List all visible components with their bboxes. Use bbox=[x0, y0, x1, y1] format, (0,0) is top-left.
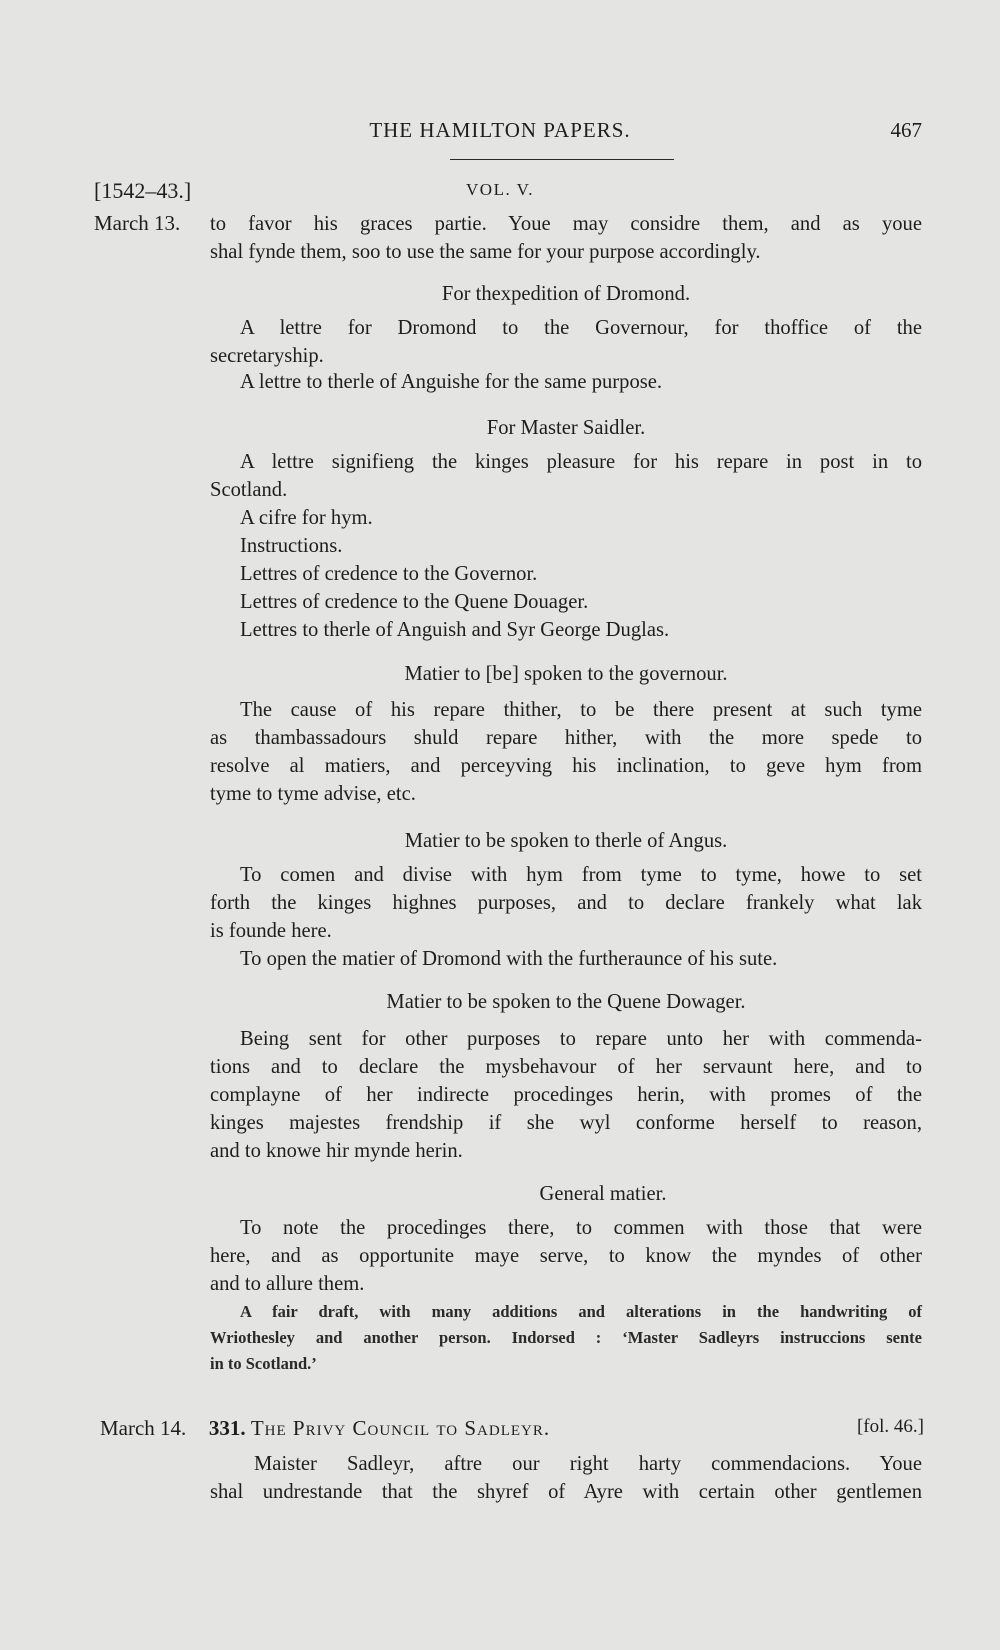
governour-section bbox=[210, 660, 922, 688]
text-line: A lettre to therle of Anguishe for the same purpose. bbox=[240, 371, 663, 393]
date-range: [1542–43.] bbox=[94, 178, 192, 203]
saidler-section bbox=[210, 414, 922, 442]
entry-331-paragraph bbox=[210, 1450, 922, 1506]
margin-date-march-14: March 14. bbox=[100, 1416, 187, 1440]
text-line: A cifre for hym. bbox=[240, 507, 373, 529]
note-line: Wriothesley and another person. Indorsed : ‘Master Sadleyrs instruccions sente bbox=[210, 1328, 922, 1347]
text-line: forth the kinges highnes purposes, and to declare frankely what lak bbox=[210, 892, 922, 914]
opening-paragraph bbox=[210, 210, 922, 266]
running-title: THE HAMILTON PAPERS. bbox=[369, 118, 631, 142]
title-rule bbox=[450, 159, 674, 160]
governour-paragraph bbox=[210, 696, 922, 808]
text-line: as thambassadours shuld repare hither, with the more spede to bbox=[210, 727, 922, 749]
text-line: To note the procedinges there, to commen with those that were bbox=[240, 1217, 922, 1239]
page-number: 467 bbox=[890, 118, 922, 142]
text-line: Scotland. bbox=[210, 479, 288, 501]
angus-paragraph bbox=[210, 861, 922, 973]
entry-title: The Privy Council to Sadleyr. bbox=[250, 1416, 551, 1440]
quene-section bbox=[210, 988, 922, 1016]
entry-number: 331. bbox=[208, 1416, 246, 1440]
text-line: shal undrestande that the shyref of Ayre with certain other gentlemen bbox=[210, 1481, 922, 1503]
text-line: To comen and divise with hym from tyme to tyme, howe to set bbox=[240, 864, 922, 886]
text-line: Maister Sadleyr, aftre our right harty commendacions. Youe bbox=[254, 1453, 922, 1475]
section-heading: For Master Saidler. bbox=[486, 417, 646, 439]
folio-reference: [fol. 46.] bbox=[856, 1416, 924, 1437]
text-line: and to knowe hir mynde herin. bbox=[210, 1140, 463, 1162]
text-line: tyme to tyme advise, etc. bbox=[210, 783, 416, 805]
text-line: kinges majestes frendship if she wyl conforme herself to reason, bbox=[210, 1112, 922, 1134]
text-line: Instructions. bbox=[240, 535, 343, 557]
text-line: tions and to declare the mysbehavour of her servaunt here, and to bbox=[210, 1056, 922, 1078]
saidler-items bbox=[210, 448, 922, 644]
angus-section bbox=[210, 827, 922, 855]
volume-label: VOL. V. bbox=[466, 180, 534, 199]
quene-paragraph bbox=[210, 1025, 922, 1165]
text-line: To open the matier of Dromond with the furtheraunce of his sute. bbox=[240, 948, 778, 970]
text-line: to favor his graces partie. Youe may considre them, and as youe bbox=[210, 213, 922, 235]
text-line: Being sent for other purposes to repare unto her with commenda- bbox=[240, 1028, 922, 1050]
note-line: A fair draft, with many additions and alterations in the handwriting of bbox=[240, 1302, 922, 1321]
text-line: A lettre signifieng the kinges pleasure for his repare in post in to bbox=[240, 451, 922, 473]
text-line: here, and as opportunite maye serve, to know the myndes of other bbox=[210, 1245, 922, 1267]
general-paragraph bbox=[210, 1214, 922, 1298]
section-heading: Matier to [be] spoken to the governour. bbox=[404, 663, 728, 685]
text-line: A lettre for Dromond to the Governour, for thoffice of the bbox=[240, 317, 922, 339]
text-line: Lettres to therle of Anguish and Syr George Duglas. bbox=[240, 619, 670, 641]
text-line: is founde here. bbox=[210, 920, 332, 942]
text-line: resolve al matiers, and perceyving his inclination, to geve hym from bbox=[210, 755, 922, 777]
entry-331-heading bbox=[100, 1416, 924, 1441]
section-heading: Matier to be spoken to therle of Angus. bbox=[404, 830, 728, 852]
dromond-items bbox=[210, 314, 922, 396]
section-heading: For thexpedition of Dromond. bbox=[441, 283, 691, 305]
text-line: complayne of her indirecte procedinges herin, with promes of the bbox=[210, 1084, 922, 1106]
text-line: secretaryship. bbox=[210, 345, 324, 367]
text-line: shal fynde them, soo to use the same for your purpose accordingly. bbox=[210, 241, 761, 263]
section-heading: Matier to be spoken to the Quene Dowager. bbox=[386, 991, 746, 1013]
general-section bbox=[210, 1180, 922, 1208]
dromond-section bbox=[210, 280, 922, 308]
text-line: The cause of his repare thither, to be there present at such tyme bbox=[240, 699, 922, 721]
text-line: Lettres of credence to the Governor. bbox=[240, 563, 538, 585]
editorial-note bbox=[210, 1299, 922, 1377]
margin-date-march-13: March 13. bbox=[94, 211, 181, 235]
text-line: and to allure them. bbox=[210, 1273, 365, 1295]
section-heading: General matier. bbox=[539, 1183, 667, 1205]
note-line: in to Scotland.’ bbox=[210, 1354, 317, 1373]
text-line: Lettres of credence to the Quene Douager. bbox=[240, 591, 589, 613]
